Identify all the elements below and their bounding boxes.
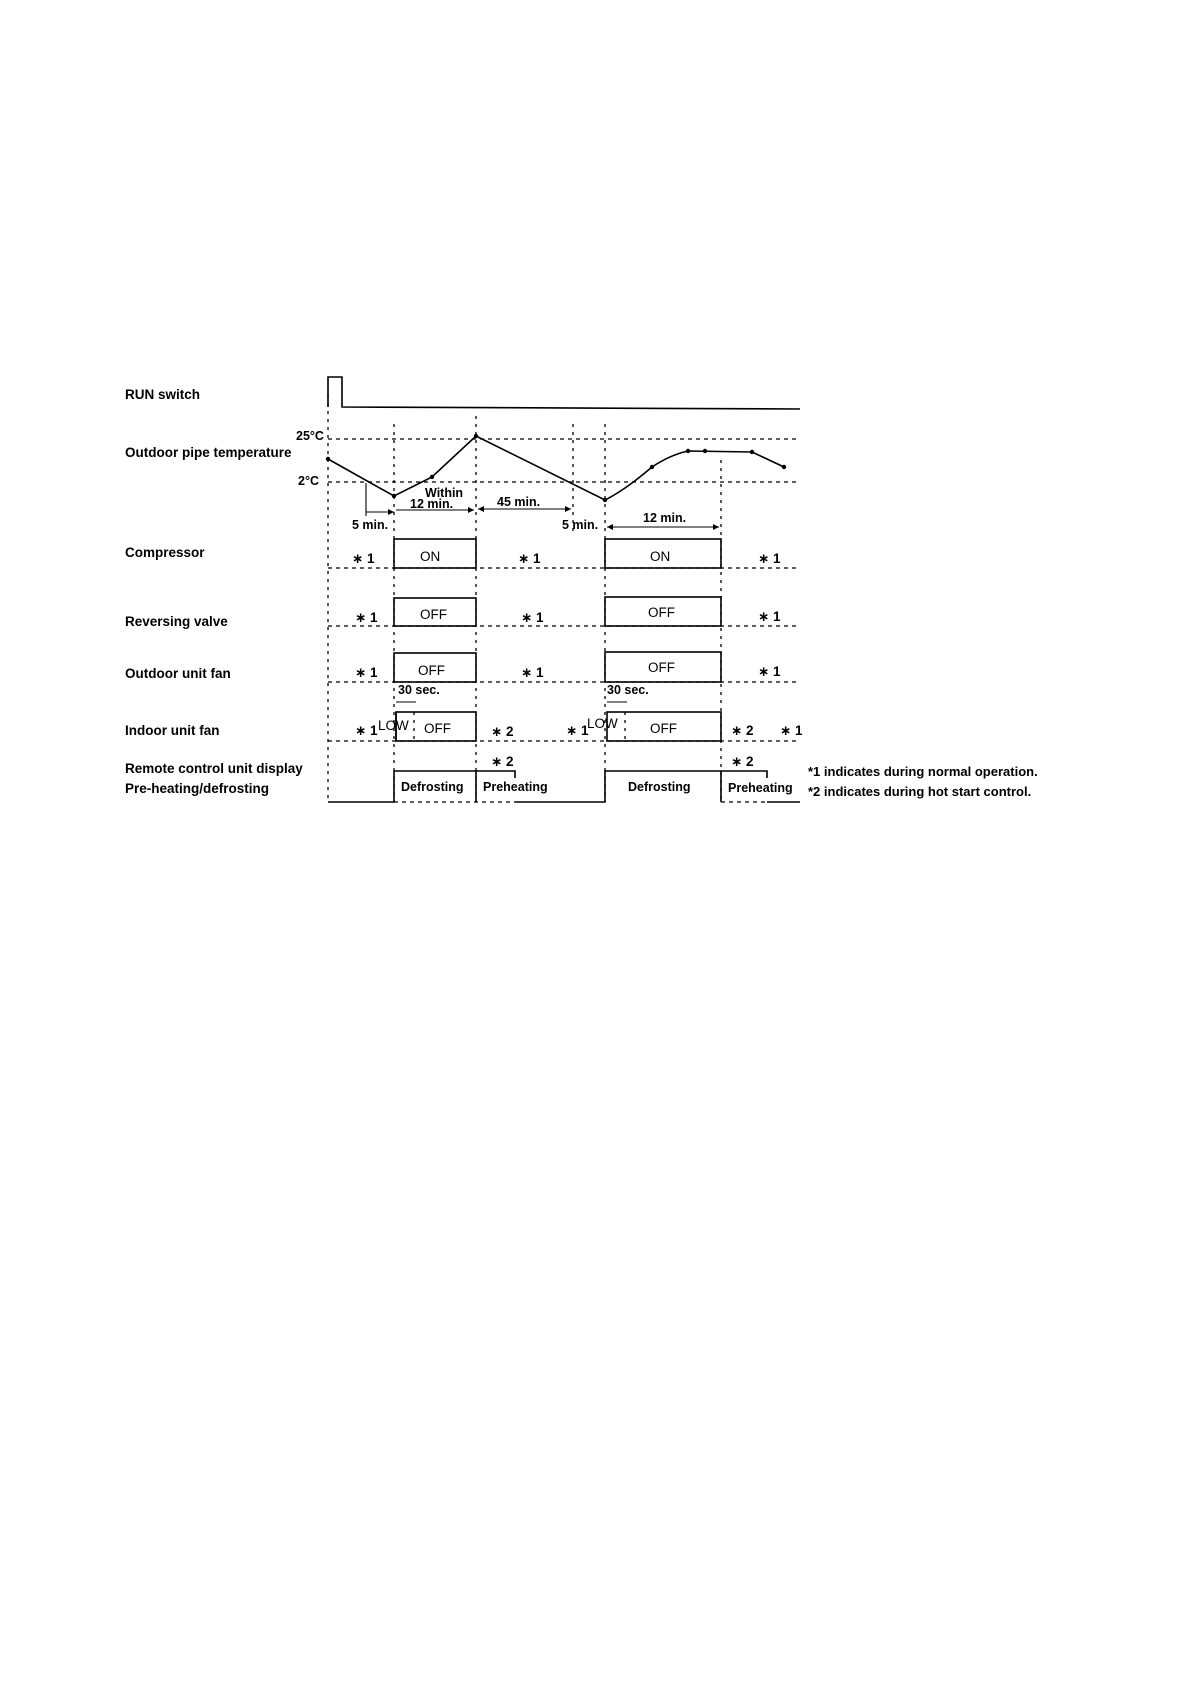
- outdoor-fan-30sec-2: 30 sec.: [607, 683, 649, 697]
- label-run-switch: RUN switch: [125, 387, 201, 402]
- indoor-fan-low-1: LOW: [378, 718, 409, 733]
- run-switch-signal: [328, 377, 800, 409]
- reversing-valve-state-1: OFF: [420, 607, 447, 622]
- temp-point: [603, 498, 607, 502]
- reversing-valve-note-marker: ∗ 1: [355, 610, 378, 625]
- outdoor-pipe-temperature-curve: [328, 436, 784, 500]
- outdoor-fan-state-1: OFF: [418, 663, 445, 678]
- outdoor-fan-30sec-1: 30 sec.: [398, 683, 440, 697]
- label-preheating-defrosting: Pre-heating/defrosting: [125, 781, 270, 796]
- duration-12min-2: 12 min.: [643, 511, 687, 525]
- indoor-fan-note-marker: ∗ 1: [566, 723, 589, 738]
- display-note-marker: ∗ 2: [731, 754, 754, 769]
- outdoor-fan-note-marker: ∗ 1: [758, 664, 781, 679]
- duration-5min-2: 5 min.: [562, 518, 599, 532]
- compressor-state-1: ON: [420, 549, 441, 564]
- display-preheating-1: Preheating: [483, 780, 548, 794]
- reversing-valve-note-marker: ∗ 1: [521, 610, 544, 625]
- display-preheating-2: Preheating: [728, 781, 793, 795]
- outdoor-fan-note-marker: ∗ 1: [521, 665, 544, 680]
- indoor-fan-low-2: LOW: [587, 716, 618, 731]
- label-outdoor-pipe-temperature: Outdoor pipe temperature: [125, 445, 292, 460]
- duration-5min-1: 5 min.: [352, 518, 389, 532]
- display-defrosting-2: Defrosting: [628, 780, 691, 794]
- outdoor-fan-state-2: OFF: [648, 660, 675, 675]
- outdoor-fan-note-marker: ∗ 1: [355, 665, 378, 680]
- reversing-valve-state-2: OFF: [648, 605, 675, 620]
- temp-point: [474, 434, 478, 438]
- footnote-2: *2 indicates during hot start control.: [808, 784, 1032, 799]
- temp-upper-label: 25°C: [296, 429, 324, 443]
- temp-point: [686, 449, 690, 453]
- label-remote-display: Remote control unit display: [125, 761, 303, 776]
- footnote-1: *1 indicates during normal operation.: [808, 764, 1038, 779]
- indoor-fan-note-marker: ∗ 1: [355, 723, 378, 738]
- temp-point: [703, 449, 707, 453]
- temp-lower-label: 2°C: [298, 474, 319, 488]
- indoor-fan-note-marker: ∗ 1: [780, 723, 803, 738]
- compressor-note-marker: ∗ 1: [758, 551, 781, 566]
- indoor-fan-note-marker: ∗ 2: [491, 724, 514, 739]
- arrow-head: [565, 506, 571, 512]
- duration-45min: 45 min.: [497, 495, 541, 509]
- display-defrosting-1: Defrosting: [401, 780, 464, 794]
- compressor-note-marker: ∗ 1: [352, 551, 375, 566]
- compressor-state-2: ON: [650, 549, 671, 564]
- label-reversing-valve: Reversing valve: [125, 614, 228, 629]
- temp-point: [750, 450, 754, 454]
- display-note-marker: ∗ 2: [491, 754, 514, 769]
- indoor-fan-state-1: OFF: [424, 721, 451, 736]
- duration-12min-1: 12 min.: [410, 497, 454, 511]
- temp-point: [650, 465, 654, 469]
- label-compressor: Compressor: [125, 545, 205, 560]
- temp-point: [392, 494, 396, 498]
- arrow-head: [607, 524, 613, 530]
- temp-point: [782, 465, 786, 469]
- arrow-head: [478, 506, 484, 512]
- arrow-head: [713, 524, 719, 530]
- temp-point: [430, 475, 434, 479]
- duration-within: Within: [425, 486, 464, 500]
- display-preheat-pulse-2: [721, 771, 767, 778]
- arrow-head: [468, 507, 474, 513]
- display-preheat-pulse-1: [476, 771, 515, 778]
- label-indoor-unit-fan: Indoor unit fan: [125, 723, 220, 738]
- arrow-head: [388, 509, 394, 515]
- indoor-fan-note-marker: ∗ 2: [731, 723, 754, 738]
- indoor-fan-state-2: OFF: [650, 721, 677, 736]
- reversing-valve-note-marker: ∗ 1: [758, 609, 781, 624]
- label-outdoor-unit-fan: Outdoor unit fan: [125, 666, 231, 681]
- compressor-note-marker: ∗ 1: [518, 551, 541, 566]
- temp-point: [326, 457, 330, 461]
